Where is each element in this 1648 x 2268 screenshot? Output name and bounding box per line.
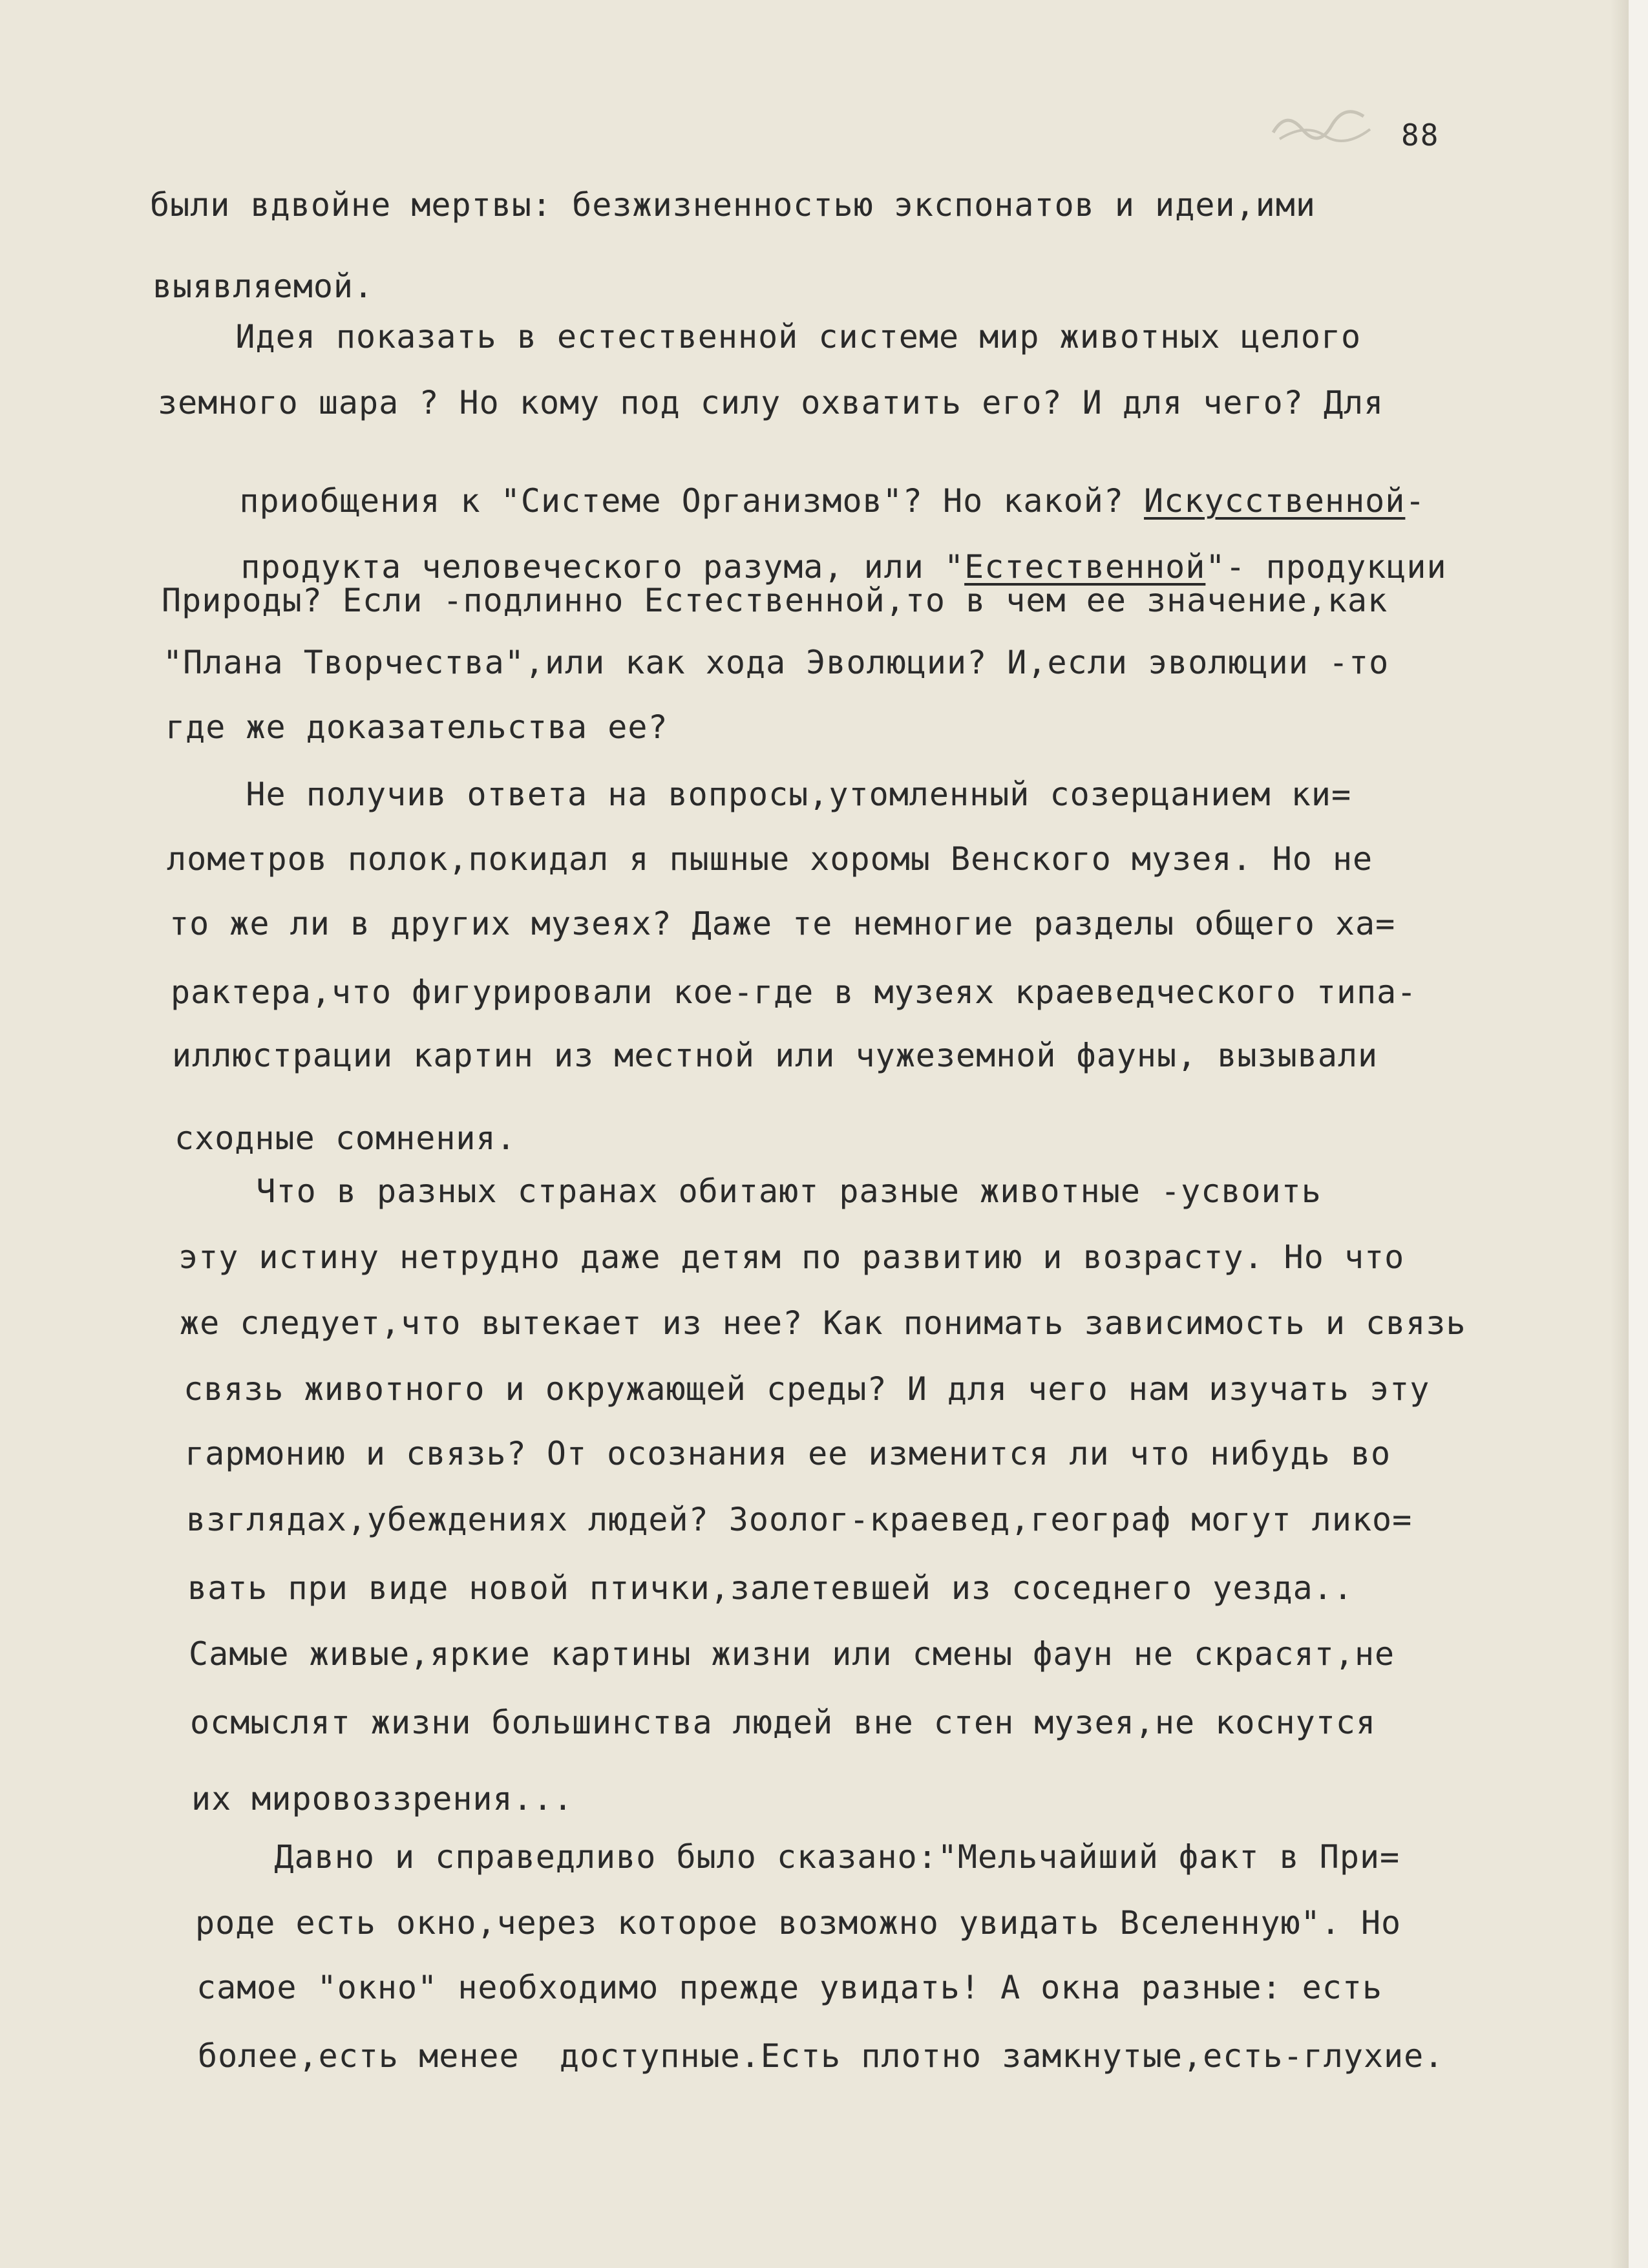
text-line-15: сходные сомнения. (174, 1119, 516, 1157)
text-line-2: выявляемой. (153, 268, 374, 305)
text-line-16: Что в разных странах обитают разные животные -усвоить (176, 1172, 1322, 1210)
text-line-22: вать при виде новой птички,залетевшей из соседнего уезда.. (187, 1569, 1353, 1607)
text-line-24: осмыслят жизни большинства людей вне стен музея,не коснутся (190, 1704, 1377, 1741)
text-line-9: где же доказательства ее? (165, 708, 668, 746)
faint-stamp-mark (1267, 103, 1377, 149)
text-line-6-end: "- продукции (1205, 548, 1447, 586)
text-line-12: то же ли в других музеях? Даже те немногие разделы общего ха= (169, 905, 1396, 942)
text-line-21: взглядах,убеждениях людей? Зоолог-краевед,географ могут лико= (186, 1501, 1413, 1538)
text-line-10: Не получив ответа на вопросы,утомленный созерцанием ки= (165, 776, 1352, 813)
underlined-word-artificial: Искусственной (1144, 482, 1406, 520)
text-line-23: Самые живые,яркие картины жизни или смены фаун не скрасят,не (189, 1635, 1395, 1673)
text-line-6-start: продукта человеческого разума, или " (240, 548, 965, 586)
text-line-29: более,есть менее доступные.Есть плотно замкнутые,есть-глухие. (198, 2037, 1444, 2075)
text-line-5-start: приобщения к "Системе Организмов"? Но какой? (239, 482, 1145, 520)
text-line-27: роде есть окно,через которое возможно увидать Вселенную". Но (195, 1904, 1402, 1942)
text-line-1: были вдвойне мертвы: безжизненностью экспонатов и идеи,ими (150, 186, 1316, 224)
page-number: 88 (1401, 118, 1440, 153)
text-line-7: Природы? Если -подлинно Естественной,то в чем ее значение,как (162, 582, 1388, 619)
text-line-14: иллюстрации картин из местной или чужеземной фауны, вызывали (172, 1037, 1379, 1074)
text-line-5-end: - (1405, 482, 1426, 520)
text-line-18: же следует,что вытекает из нее? Как понимать зависимость и связь (180, 1304, 1466, 1342)
text-line-17: эту истину нетрудно даже детям по развитию и возрасту. Но что (178, 1238, 1405, 1276)
text-line-19: связь животного и окружающей среды? И для чего нам изучать эту (184, 1370, 1430, 1408)
text-line-26: Давно и справедливо было сказано:"Мельчайший факт в При= (194, 1838, 1400, 1876)
text-line-28: самое "окно" необходимо прежде увидать! А окна разные: есть (196, 1969, 1383, 2006)
text-line-3: Идея показать в естественной системе мир животных целого (155, 318, 1362, 355)
text-line-13: рактера,что фигурировали кое-где в музеях краеведческого типа- (171, 973, 1417, 1011)
text-line-8: "Плана Творчества",или как хода Эволюции? И,если эволюции -то (163, 644, 1389, 681)
text-line-4: земного шара ? Но кому под силу охватить его? И для чего? Для (158, 384, 1384, 421)
text-line-25: их мировоззрения... (191, 1780, 573, 1818)
page-edge-strip (1629, 0, 1648, 2268)
underlined-word-natural: Естественной (964, 548, 1206, 586)
text-line-20: гармонию и связь? От осознания ее изменится ли что нибудь во (185, 1435, 1391, 1472)
text-line-11: лометров полок,покидал я пышные хоромы Венского музея. Но не (167, 840, 1373, 878)
